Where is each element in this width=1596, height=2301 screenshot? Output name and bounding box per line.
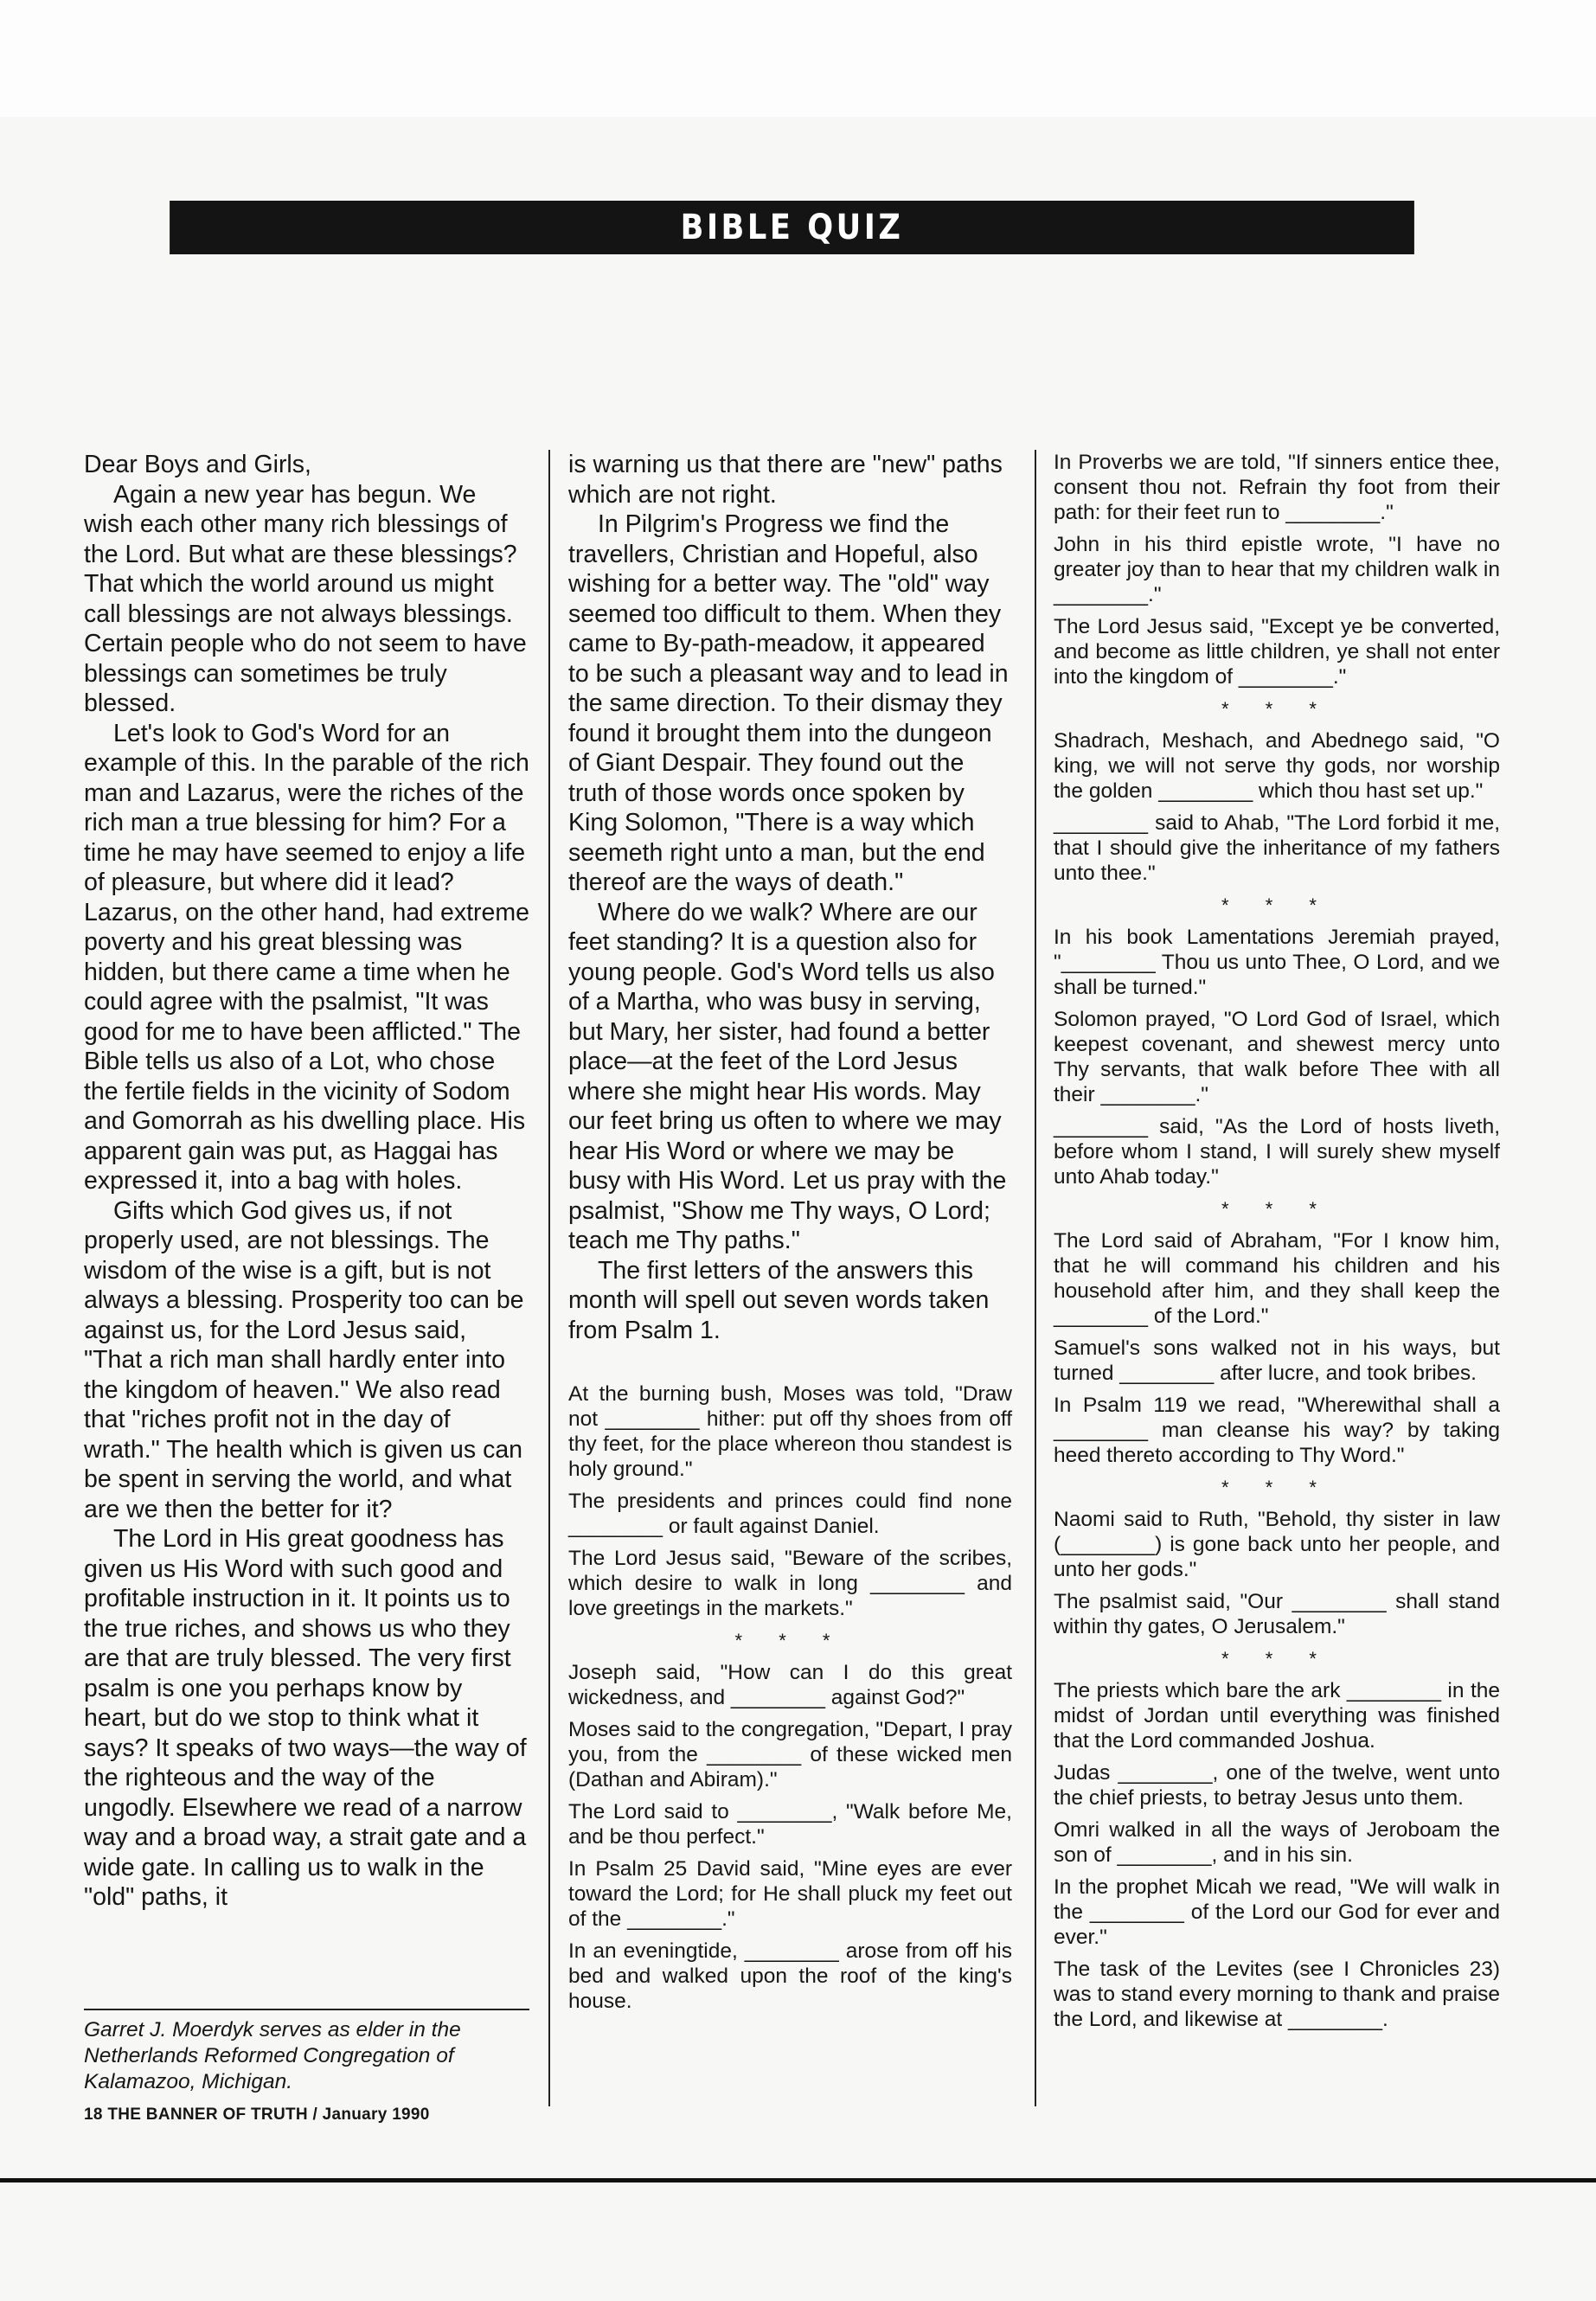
quiz-question: In an eveningtide, ________ arose from off his bed and walked upon the roof of the king's house. (568, 1939, 1012, 2013)
letter-paragraph: is warning us that there are "new" paths which are not right. (568, 451, 1003, 509)
quiz-group (568, 1381, 1012, 2014)
column-divider (548, 450, 550, 2106)
page-number: 18 (84, 2106, 103, 2124)
letter-paragraph: Let's look to God's Word for an example of this. In the parable of the rich man and Lazarus, were the riches of the rich man a true blessing for him? For a time he may have seemed to enjoy a life of pleasure, but where did it lead? Lazarus, on the other hand, had extreme poverty and his great blessing was hidden, but there came a time when he could agree with the psalmist, "It was good for me to have been afflicted." The Bible tells us also of a Lot, who chose the fertile fields in the vicinity of Sodom and Gomorrah as his dwelling place. His apparent gain was put, as Haggai has expressed it, into a bag with holes. (84, 719, 529, 1195)
letter-paragraph: The Lord in His great goodness has given us His Word with such good and profitable instruction in it. It points us to the true riches, and shows us who they are that are truly blessed. The very first psalm is one you perhaps know by heart, but do we stop to think what it says? It speaks of two ways—the way of the righteous and the way of the ungodly. Elsewhere we read of a narrow way and a broad way, a strait gate and a wide gate. In calling us to walk in the "old" paths, it (84, 1525, 527, 1911)
quiz-question: In Proverbs we are told, "If sinners entice thee, consent thou not. Refrain thy foot from their path: for their feet run to ________." (1054, 451, 1500, 524)
page-bottom-rule (0, 2178, 1596, 2182)
quiz-question: The priests which bare the ark ________ in the midst of Jordan until everything was finished that the Lord commanded Joshua. (1054, 1679, 1500, 1753)
quiz-question: John in his third epistle wrote, "I have no greater joy than to hear that my children walk in ________." (1054, 533, 1500, 606)
quiz-question: ________ said, "As the Lord of hosts liveth, before whom I stand, I will surely shew myself unto Ahab today." (1054, 1115, 1500, 1189)
quiz-question: In his book Lamentations Jeremiah prayed, "________ Thou us unto Thee, O Lord, and we shall be turned." (1054, 926, 1500, 999)
page-footer (84, 2106, 430, 2125)
quiz-question: ________ said to Ahab, "The Lord forbid it me, that I should give the inheritance of my fathers unto thee." (1054, 811, 1500, 885)
section-separator: * * * (1221, 698, 1332, 720)
quiz-question: The Lord said to ________, "Walk before Me, and be thou perfect." (568, 1800, 1012, 1849)
quiz-question: Moses said to the congregation, "Depart, I pray you, from the ________ of these wicked men (Dathan and Abiram)." (568, 1718, 1012, 1791)
letter-paragraph: Gifts which God gives us, if not properly used, are not blessings. The wisdom of the wise is a gift, but is not always a blessing. Prosperity too can be against us, for the Lord Jesus said, "That a rich man shall hardly enter into the kingdom of heaven." We also read that "riches profit not in the day of wrath." The health which is given us can be spent in serving the world, and what are we then the better for it? (84, 1196, 524, 1523)
quiz-question: In the prophet Micah we read, "We will walk in the ________ of the Lord our God for ever and ever." (1054, 1875, 1500, 1949)
quiz-question: Samuel's sons walked not in his ways, but turned ________ after lucre, and took bribes. (1054, 1336, 1500, 1385)
page-title: BIBLE QUIZ (170, 201, 1414, 254)
letter-paragraph: Where do we walk? Where are our feet standing? It is a question also for young people. God's Word tells us also of a Martha, who was busy in serving, but Mary, her sister, had found a better place—at the feet of the Lord Jesus where she might hear His words. May our feet bring us often to where we may hear His Word or where we may be busy with His Word. Let us pray with the psalmist, "Show me Thy ways, O Lord; teach me Thy paths." (568, 898, 1007, 1254)
section-separator: * * * (1221, 1198, 1332, 1220)
section-separator: * * * (1221, 1648, 1332, 1670)
letter-paragraph: The first letters of the answers this month will spell out seven words taken from Psalm 1. (568, 1256, 990, 1344)
quiz-question: In Psalm 119 we read, "Wherewithal shall a ________ man cleanse his way? by taking heed thereto according to Thy Word." (1054, 1394, 1500, 1467)
quiz-question: Naomi said to Ruth, "Behold, thy sister in law (________) is gone back unto her people, and unto her gods." (1054, 1508, 1500, 1581)
section-separator: * * * (1221, 894, 1332, 916)
page-top-margin (0, 0, 1596, 117)
letter-column-1 (84, 450, 529, 1913)
quiz-question: At the burning bush, Moses was told, "Draw not ________ hither: put off thy shoes from off thy feet, for the place whereon thou standest is holy ground." (568, 1382, 1012, 1481)
footnote-divider (84, 2009, 529, 2010)
quiz-question: The Lord Jesus said, "Beware of the scribes, which desire to walk in long ________ and love greetings in the markets." (568, 1547, 1012, 1620)
publication-line: THE BANNER OF TRUTH / January 1990 (107, 2106, 430, 2124)
quiz-question: The Lord said of Abraham, "For I know him, that he will command his children and his household after him, and they shall keep the ________ of the Lord." (1054, 1229, 1500, 1328)
quiz-question: The Lord Jesus said, "Except ye be converted, and become as little children, ye shall not enter into the kingdom of ________." (1054, 615, 1500, 689)
quiz-question: Judas ________, one of the twelve, went unto the chief priests, to betray Jesus unto them. (1054, 1761, 1500, 1810)
quiz-question: The task of the Levites (see I Chronicles 23) was to stand every morning to thank and praise the Lord, and likewise at ________. (1054, 1958, 1500, 2031)
section-separator: * * * (734, 1630, 846, 1651)
section-separator: * * * (1221, 1477, 1332, 1498)
quiz-question: Shadrach, Meshach, and Abednego said, "O king, we will not serve thy gods, nor worship the golden ________ which thou hast set up." (1054, 729, 1500, 803)
quiz-column-3 (1054, 450, 1500, 2039)
quiz-question: The psalmist said, "Our ________ shall stand within thy gates, O Jerusalem." (1054, 1590, 1500, 1638)
quiz-question: Solomon prayed, "O Lord God of Israel, which keepest covenant, and shewest mercy unto Thy servants, that walk before Thee with all their ________." (1054, 1008, 1500, 1106)
quiz-question: In Psalm 25 David said, "Mine eyes are ever toward the Lord; for He shall pluck my feet out of the ________." (568, 1857, 1012, 1931)
letter-column-2 (568, 450, 1012, 2021)
salutation: Dear Boys and Girls, (84, 451, 311, 478)
author-footnote: Garret J. Moerdyk serves as elder in the Netherlands Reformed Congregation of Kalamazoo, Michigan. (84, 2018, 461, 2093)
column-divider (1035, 450, 1036, 2106)
quiz-question: The presidents and princes could find none ________ or fault against Daniel. (568, 1490, 1012, 1538)
letter-paragraph: Again a new year has begun. We wish each other many rich blessings of the Lord. But what are these blessings? That which the world around us might call blessings are not always blessings. Certain people who do not seem to have blessings can sometimes be truly blessed. (84, 480, 527, 717)
letter-paragraph: In Pilgrim's Progress we find the travellers, Christian and Hopeful, also wishing for a better way. The "old" way seemed too difficult to them. When they came to By-path-meadow, it appeared to be such a pleasant way and to lead in the same direction. To their dismay they found it brought them into the dungeon of Giant Despair. They found out the truth of those words once spoken by King Solomon, "There is a way which seemeth right unto a man, but the end thereof are the ways of death." (568, 510, 1009, 896)
quiz-question: Joseph said, "How can I do this great wickedness, and ________ against God?" (568, 1661, 1012, 1709)
quiz-question: Omri walked in all the ways of Jeroboam the son of ________, and in his sin. (1054, 1818, 1500, 1867)
